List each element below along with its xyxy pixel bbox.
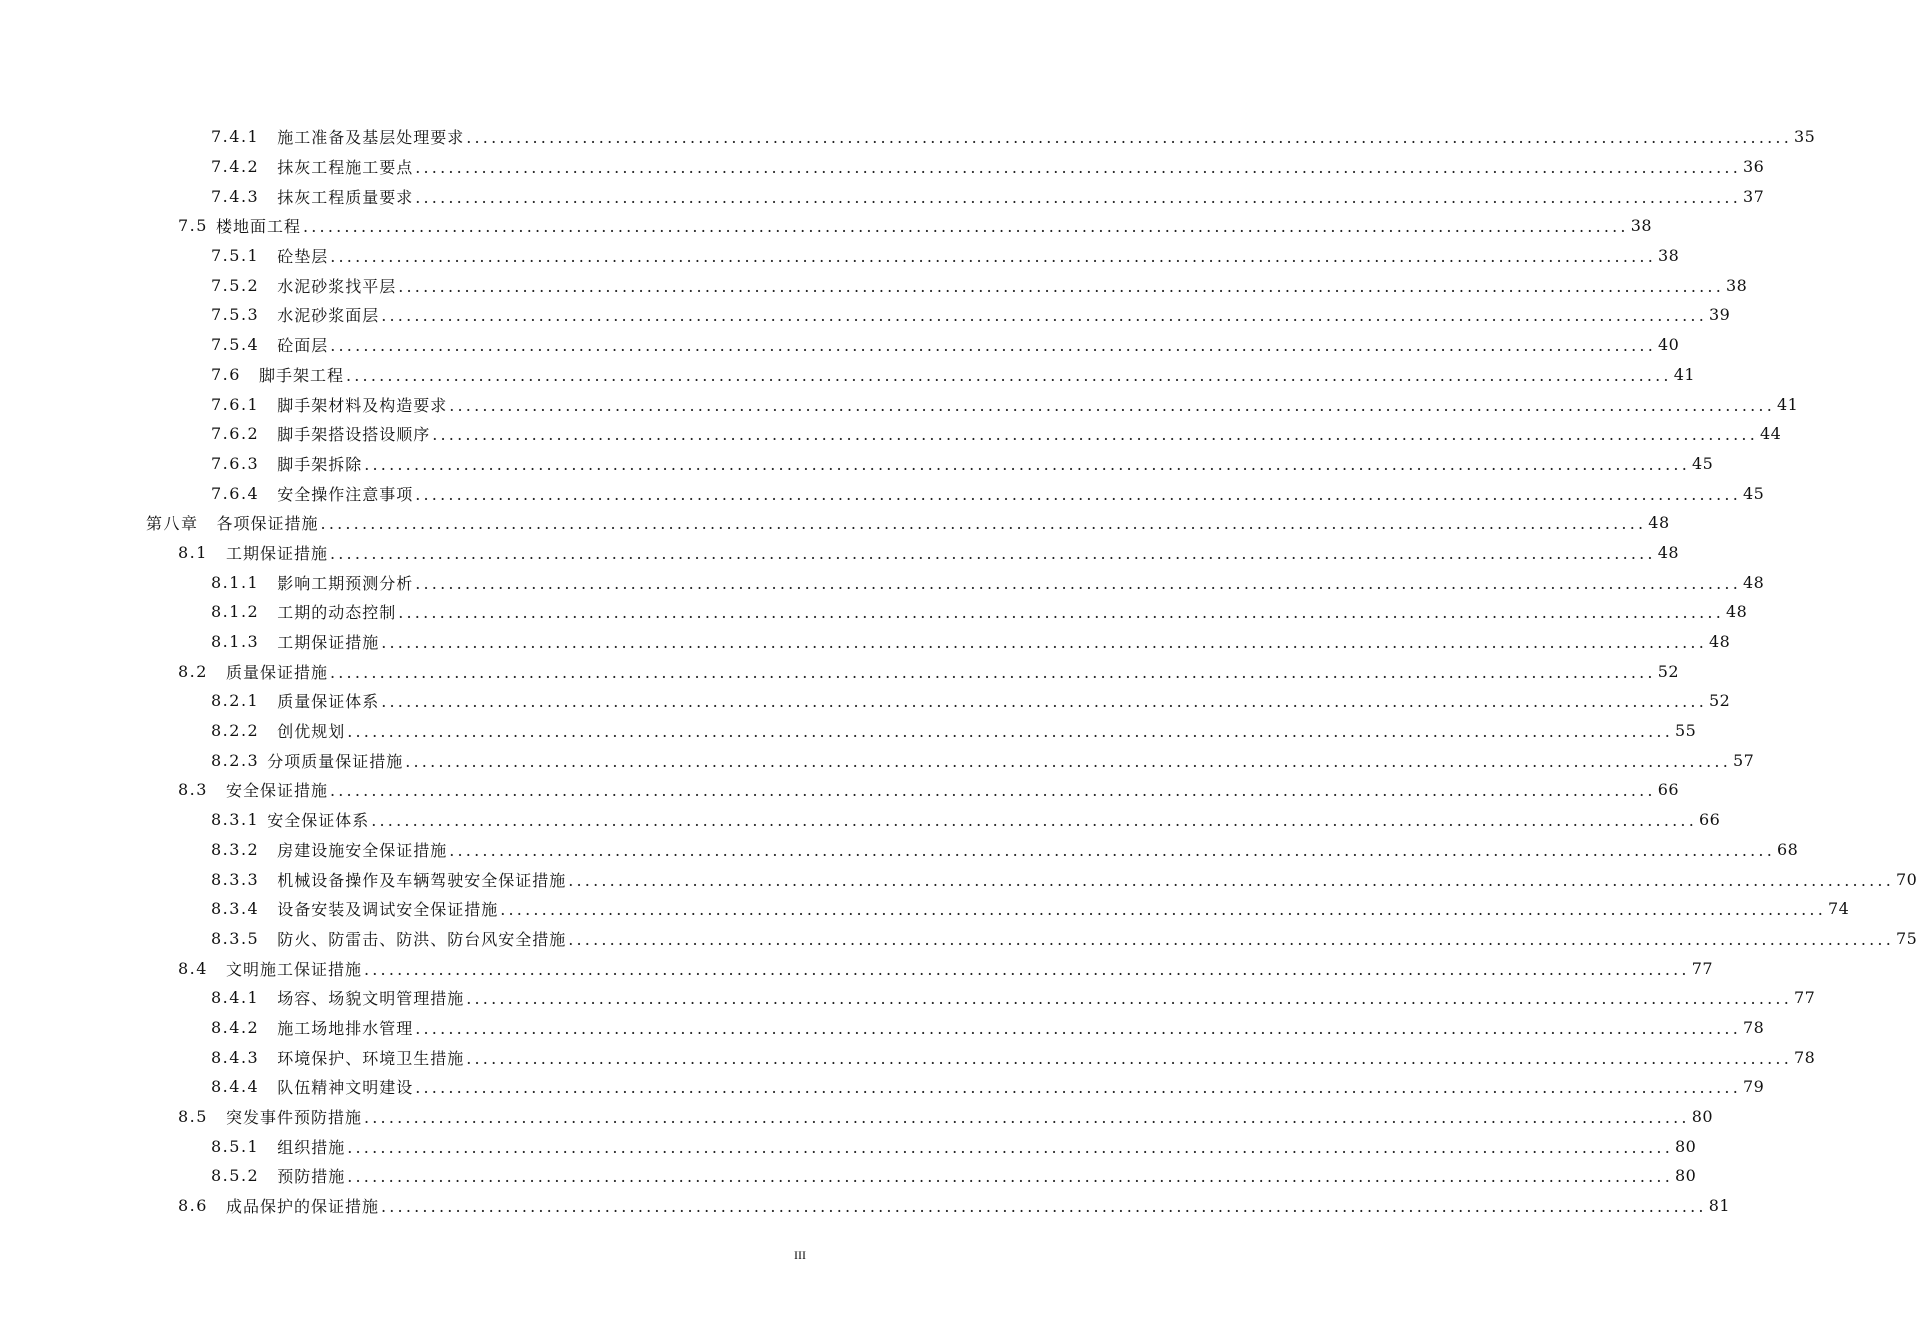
toc-entry-page: 37 (1742, 186, 1765, 206)
toc-entry-page: 48 (1725, 602, 1748, 622)
toc-entry-number: 8.5 (178, 1107, 208, 1127)
toc-entry-page: 44 (1759, 424, 1782, 444)
toc-entry-title: 场容、场貌文明管理措施 (277, 989, 465, 1009)
toc-entry[interactable] (0, 864, 1917, 894)
toc-entry-page: 77 (1691, 958, 1714, 978)
toc-entry[interactable] (0, 1191, 1731, 1221)
toc-entry[interactable] (0, 716, 1697, 746)
toc-entry-title: 成品保护的保证措施 (225, 1197, 379, 1217)
toc-entry-number: 8.4.1 (211, 988, 260, 1008)
toc-entry-title: 影响工期预测分析 (277, 573, 414, 593)
toc-leader-dots: ................................................................................................................................................................ (415, 1078, 1741, 1098)
toc-entry-number: 8.4 (178, 958, 208, 978)
toc-entry-title: 突发事件预防措施 (225, 1108, 362, 1128)
toc-entry-page: 36 (1742, 157, 1765, 177)
toc-entry-page: 38 (1657, 246, 1680, 266)
toc-entry[interactable] (0, 1042, 1816, 1072)
toc-leader-dots: ................................................................................................................................................................ (398, 276, 1724, 296)
toc-entry-page: 75 (1895, 928, 1917, 948)
toc-entry-page: 66 (1657, 780, 1680, 800)
toc-entry-number: 7.6.1 (211, 394, 260, 414)
toc-entry-title: 分项质量保证措施 (267, 751, 404, 771)
toc-entry-title: 砼垫层 (277, 247, 329, 267)
toc-entry[interactable] (0, 805, 1721, 835)
toc-entry-title: 工期保证措施 (277, 633, 380, 653)
toc-entry[interactable] (0, 745, 1755, 775)
toc-entry[interactable] (0, 538, 1680, 568)
toc-entry-number: 8.2 (178, 661, 208, 681)
table-of-contents (0, 122, 1917, 1220)
toc-entry[interactable] (0, 478, 1765, 508)
toc-entry-number: 8.3.1 (211, 810, 260, 830)
toc-entry[interactable] (0, 300, 1731, 330)
toc-entry-number: 8.3.3 (211, 869, 260, 889)
toc-entry[interactable] (0, 953, 1714, 983)
toc-entry-title: 水泥砂浆找平层 (277, 276, 397, 296)
toc-entry[interactable] (0, 152, 1765, 182)
toc-entry-page: 45 (1742, 483, 1765, 503)
toc-entry-number: 8.2.2 (211, 721, 260, 741)
toc-entry-title: 脚手架拆除 (277, 454, 363, 474)
toc-entry-number: 7.4.1 (211, 127, 260, 147)
toc-entry-page: 48 (1657, 542, 1680, 562)
toc-leader-dots: ................................................................................................................................................................ (415, 158, 1741, 178)
toc-entry-number: 7.6 (211, 364, 241, 384)
toc-entry[interactable] (0, 775, 1680, 805)
toc-leader-dots: ................................................................................................................................................................ (330, 336, 1656, 356)
toc-entry-page: 70 (1895, 869, 1917, 889)
toc-entry-title: 安全操作注意事项 (277, 484, 414, 504)
toc-entry-title: 脚手架搭设搭设顺序 (277, 425, 431, 445)
toc-entry-page: 80 (1691, 1107, 1714, 1127)
toc-entry-title: 防火、防雷击、防洪、防台风安全措施 (277, 929, 567, 949)
toc-entry[interactable] (0, 122, 1816, 152)
toc-leader-dots: ................................................................................................................................................................ (381, 692, 1707, 712)
toc-entry-number: 8.5.2 (211, 1166, 260, 1186)
toc-entry-title: 创优规划 (277, 722, 346, 742)
toc-entry-title: 安全保证措施 (225, 781, 328, 801)
toc-entry[interactable] (0, 241, 1680, 271)
toc-leader-dots: ................................................................................................................................................................ (345, 365, 1672, 385)
toc-entry[interactable] (0, 1161, 1697, 1191)
toc-leader-dots: ................................................................................................................................................................ (347, 1137, 1673, 1157)
toc-leader-dots: ................................................................................................................................................................ (449, 840, 1775, 860)
page-number: III (794, 1248, 806, 1262)
toc-leader-dots: ................................................................................................................................................................ (466, 989, 1792, 1009)
toc-entry-page: 40 (1657, 335, 1680, 355)
toc-leader-dots: ................................................................................................................................................................ (320, 514, 1647, 534)
toc-entry[interactable] (0, 627, 1731, 657)
toc-entry[interactable] (0, 1131, 1697, 1161)
toc-leader-dots: ................................................................................................................................................................ (381, 633, 1707, 653)
toc-entry[interactable] (0, 567, 1765, 597)
toc-entry-title: 水泥砂浆面层 (277, 306, 380, 326)
toc-entry-page: 35 (1793, 127, 1816, 147)
toc-entry-page: 78 (1793, 1047, 1816, 1067)
toc-entry-number: 7.6.2 (211, 424, 260, 444)
toc-leader-dots: ................................................................................................................................................................ (432, 425, 1758, 445)
toc-entry-number: 8.4.4 (211, 1077, 260, 1097)
toc-entry-title: 抹灰工程施工要点 (277, 158, 414, 178)
toc-entry-title: 质量保证措施 (225, 662, 328, 682)
toc-entry-title: 脚手架工程 (258, 365, 344, 385)
toc-entry[interactable] (0, 360, 1696, 390)
toc-entry[interactable] (0, 330, 1680, 360)
toc-leader-dots: ................................................................................................................................................................ (380, 1197, 1707, 1217)
toc-entry-title: 施工准备及基层处理要求 (277, 128, 465, 148)
toc-entry-page: 80 (1674, 1136, 1697, 1156)
toc-entry[interactable] (0, 686, 1731, 716)
toc-entry-title: 工期的动态控制 (277, 603, 397, 623)
toc-entry-page: 52 (1708, 691, 1731, 711)
toc-entry-number: 8.4.2 (211, 1017, 260, 1037)
toc-leader-dots: ................................................................................................................................................................ (415, 573, 1741, 593)
toc-entry[interactable] (0, 656, 1680, 686)
toc-leader-dots: ................................................................................................................................................................ (500, 900, 1826, 920)
toc-entry-title: 文明施工保证措施 (225, 959, 362, 979)
toc-entry-number: 7.6.4 (211, 483, 260, 503)
toc-entry[interactable] (0, 181, 1765, 211)
toc-leader-dots: ................................................................................................................................................................ (466, 1048, 1792, 1068)
toc-leader-dots: ................................................................................................................................................................ (568, 870, 1894, 890)
toc-entry[interactable] (0, 449, 1714, 479)
toc-entry-title: 环境保护、环境卫生措施 (277, 1048, 465, 1068)
toc-leader-dots: ................................................................................................................................................................ (329, 662, 1656, 682)
toc-entry-title: 楼地面工程 (215, 217, 301, 237)
toc-entry[interactable] (0, 389, 1799, 419)
toc-entry-page: 57 (1732, 750, 1755, 770)
toc-entry-number: 7.5.2 (211, 275, 260, 295)
toc-entry-title: 各项保证措施 (216, 514, 319, 534)
toc-entry-title: 工期保证措施 (225, 543, 328, 563)
toc-entry-title: 设备安装及调试安全保证措施 (277, 900, 499, 920)
toc-entry-number: 8.5.1 (211, 1136, 260, 1156)
toc-entry[interactable] (0, 835, 1799, 865)
toc-entry[interactable] (0, 1013, 1765, 1043)
toc-entry[interactable] (0, 1072, 1765, 1102)
toc-entry-page: 48 (1708, 632, 1731, 652)
toc-entry-number: 第八章 (146, 514, 199, 534)
toc-entry[interactable] (0, 894, 1850, 924)
toc-leader-dots: ................................................................................................................................................................ (364, 454, 1690, 474)
toc-entry-number: 7.4.3 (211, 186, 260, 206)
toc-entry[interactable] (0, 270, 1748, 300)
toc-entry-number: 8.1.2 (211, 602, 260, 622)
toc-entry-number: 8.2.3 (211, 750, 260, 770)
toc-entry[interactable] (0, 924, 1917, 954)
toc-entry-page: 41 (1776, 394, 1799, 414)
toc-entry-title: 脚手架材料及构造要求 (277, 395, 448, 415)
toc-entry-number: 7.4.2 (211, 157, 260, 177)
toc-entry-title: 抹灰工程质量要求 (277, 187, 414, 207)
toc-leader-dots: ................................................................................................................................................................ (363, 959, 1690, 979)
toc-entry-page: 55 (1674, 721, 1697, 741)
toc-entry-page: 52 (1657, 661, 1680, 681)
toc-entry-number: 8.3.5 (211, 928, 260, 948)
toc-entry-title: 安全保证体系 (267, 811, 370, 831)
toc-leader-dots: ................................................................................................................................................................ (415, 484, 1741, 504)
toc-leader-dots: ................................................................................................................................................................ (302, 217, 1629, 237)
toc-entry[interactable] (0, 419, 1782, 449)
toc-entry-page: 41 (1673, 364, 1696, 384)
toc-entry-page: 38 (1630, 216, 1653, 236)
toc-entry-number: 8.4.3 (211, 1047, 260, 1067)
toc-leader-dots: ................................................................................................................................................................ (329, 543, 1656, 563)
toc-entry-number: 7.6.3 (211, 453, 260, 473)
toc-entry-page: 68 (1776, 839, 1799, 859)
toc-entry-title: 队伍精神文明建设 (277, 1078, 414, 1098)
toc-entry-number: 8.3.2 (211, 839, 260, 859)
toc-entry[interactable] (0, 983, 1816, 1013)
toc-leader-dots: ................................................................................................................................................................ (363, 1108, 1690, 1128)
toc-leader-dots: ................................................................................................................................................................ (371, 811, 1697, 831)
toc-entry-title: 组织措施 (277, 1137, 346, 1157)
toc-entry-title: 预防措施 (277, 1167, 346, 1187)
toc-leader-dots: ................................................................................................................................................................ (347, 1167, 1673, 1187)
toc-entry-number: 7.5 (178, 216, 208, 236)
toc-entry-number: 8.6 (178, 1196, 208, 1216)
toc-entry-number: 8.1 (178, 542, 208, 562)
toc-entry[interactable] (0, 597, 1748, 627)
toc-entry-page: 74 (1827, 899, 1850, 919)
toc-entry-title: 砼面层 (277, 336, 329, 356)
toc-entry-number: 8.1.3 (211, 632, 260, 652)
toc-entry-page: 48 (1648, 513, 1670, 533)
toc-entry-number: 8.1.1 (211, 572, 260, 592)
toc-entry[interactable] (0, 1102, 1714, 1132)
toc-entry-page: 66 (1698, 810, 1721, 830)
toc-entry[interactable] (0, 508, 1670, 538)
toc-entry-page: 38 (1725, 275, 1748, 295)
toc-entry-title: 施工场地排水管理 (277, 1018, 414, 1038)
toc-leader-dots: ................................................................................................................................................................ (330, 247, 1656, 267)
toc-entry-page: 79 (1742, 1077, 1765, 1097)
toc-entry-page: 78 (1742, 1017, 1765, 1037)
toc-leader-dots: ................................................................................................................................................................ (568, 929, 1894, 949)
toc-entry-number: 8.3 (178, 780, 208, 800)
toc-leader-dots: ................................................................................................................................................................ (415, 187, 1741, 207)
toc-leader-dots: ................................................................................................................................................................ (449, 395, 1775, 415)
toc-entry-page: 81 (1708, 1196, 1731, 1216)
toc-leader-dots: ................................................................................................................................................................ (466, 128, 1792, 148)
toc-entry-page: 80 (1674, 1166, 1697, 1186)
toc-entry-page: 48 (1742, 572, 1765, 592)
toc-entry[interactable] (0, 211, 1653, 241)
toc-leader-dots: ................................................................................................................................................................ (405, 751, 1731, 771)
toc-entry-number: 7.5.4 (211, 335, 260, 355)
toc-entry-page: 39 (1708, 305, 1731, 325)
toc-leader-dots: ................................................................................................................................................................ (381, 306, 1707, 326)
toc-entry-page: 77 (1793, 988, 1816, 1008)
toc-leader-dots: ................................................................................................................................................................ (415, 1018, 1741, 1038)
toc-entry-number: 7.5.1 (211, 246, 260, 266)
toc-entry-title: 机械设备操作及车辆驾驶安全保证措施 (277, 870, 567, 890)
toc-leader-dots: ................................................................................................................................................................ (347, 722, 1673, 742)
toc-leader-dots: ................................................................................................................................................................ (398, 603, 1724, 623)
toc-entry-number: 7.5.3 (211, 305, 260, 325)
toc-entry-title: 质量保证体系 (277, 692, 380, 712)
toc-entry-page: 45 (1691, 453, 1714, 473)
toc-entry-number: 8.3.4 (211, 899, 260, 919)
toc-entry-title: 房建设施安全保证措施 (277, 840, 448, 860)
toc-entry-number: 8.2.1 (211, 691, 260, 711)
toc-leader-dots: ................................................................................................................................................................ (329, 781, 1656, 801)
